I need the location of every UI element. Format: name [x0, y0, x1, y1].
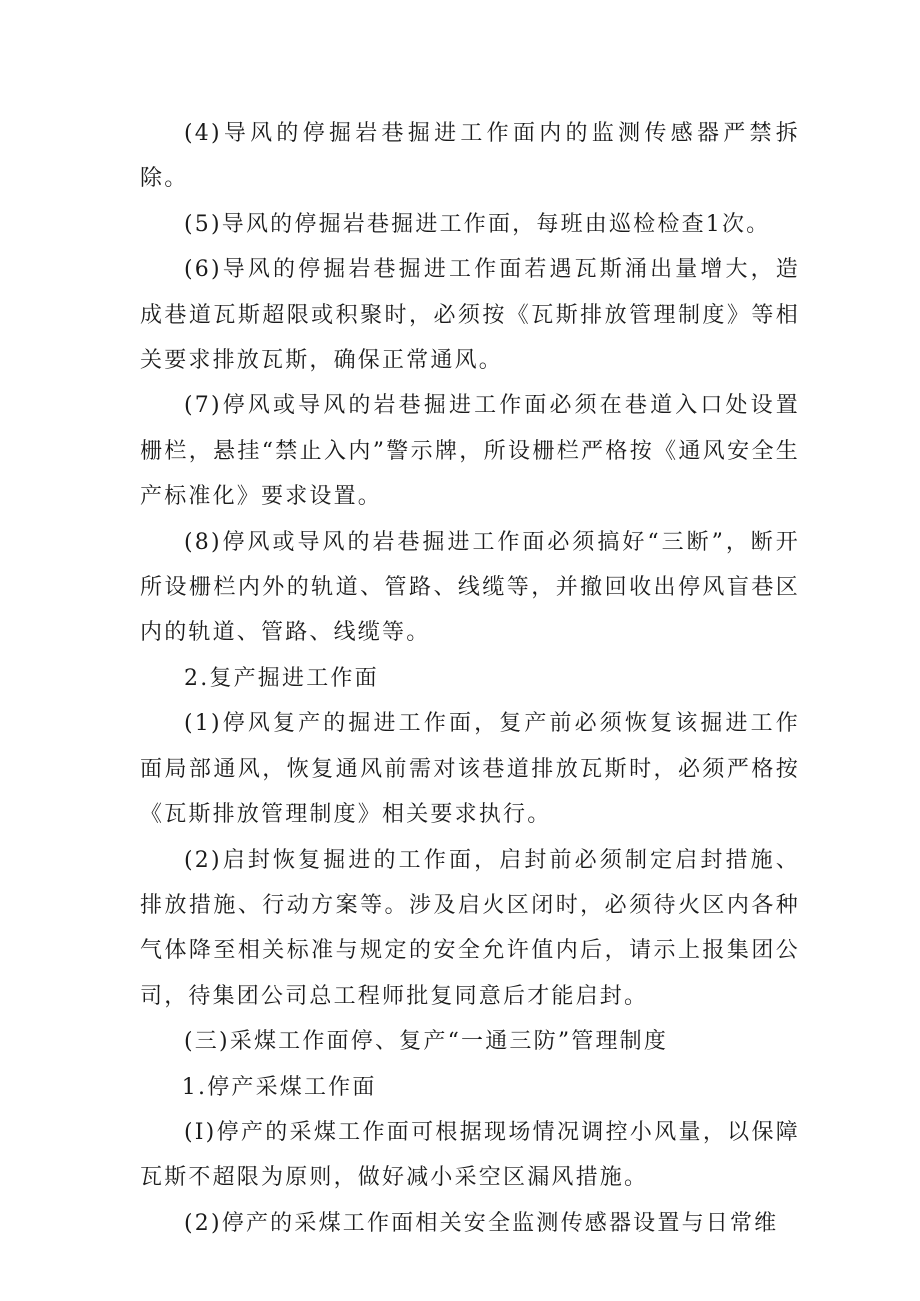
section-heading-stop-coal-face: 1.停产采煤工作面 [181, 1074, 377, 1100]
paragraph-stop-2: (2)停产的采煤工作面相关安全监测传感器设置与日常维 [184, 1210, 779, 1236]
paragraph-item-7: (7)停风或导风的岩巷掘进工作面必须在巷道入口处设置栅栏，悬挂“禁止入内”警示牌，所设栅栏严格按《通风安全生产标准化》要求设置。 [140, 393, 800, 510]
paragraph-resume-2: (2)启封恢复掘进的工作面，启封前必须制定启封措施、排放措施、行动方案等。涉及启火区闭时，必须待火区内各种气体降至相关标准与规定的安全允许值内后，请示上报集团公司，待集团公司总工程师批复同意后才能启封。 [140, 847, 800, 1009]
paragraph-item-6: (6)导风的停掘岩巷掘进工作面若遇瓦斯涌出量增大，造成巷道瓦斯超限或积聚时，必须按《瓦斯排放管理制度》等相关要求排放瓦斯，确保正常通风。 [140, 257, 800, 374]
document-body [140, 111, 800, 1246]
section-heading-resume-excavation: 2.复产掘进工作面 [184, 665, 379, 691]
paragraph-item-8: (8)停风或导风的岩巷掘进工作面必须搞好“三断”，断开所设栅栏内外的轨道、管路、线缆等，并撤回收出停风盲巷区内的轨道、管路、线缆等。 [140, 529, 800, 646]
paragraph-stop-1: (I)停产的采煤工作面可根据现场情况调控小风量，以保障瓦斯不超限为原则，做好减小采空区漏风措施。 [140, 1119, 800, 1191]
section-heading-coal-face: (三)采煤工作面停、复产“一通三防”管理制度 [184, 1029, 669, 1055]
paragraph-item-5: (5)导风的停掘岩巷掘进工作面，每班由巡检检查1次。 [184, 211, 771, 237]
paragraph-item-4: (4)导风的停掘岩巷掘进工作面内的监测传感器严禁拆除。 [140, 121, 800, 192]
paragraph-resume-1: (1)停风复产的掘进工作面，复产前必须恢复该掘进工作面局部通风，恢复通风前需对该巷道排放瓦斯时，必须严格按《瓦斯排放管理制度》相关要求执行。 [140, 711, 800, 828]
